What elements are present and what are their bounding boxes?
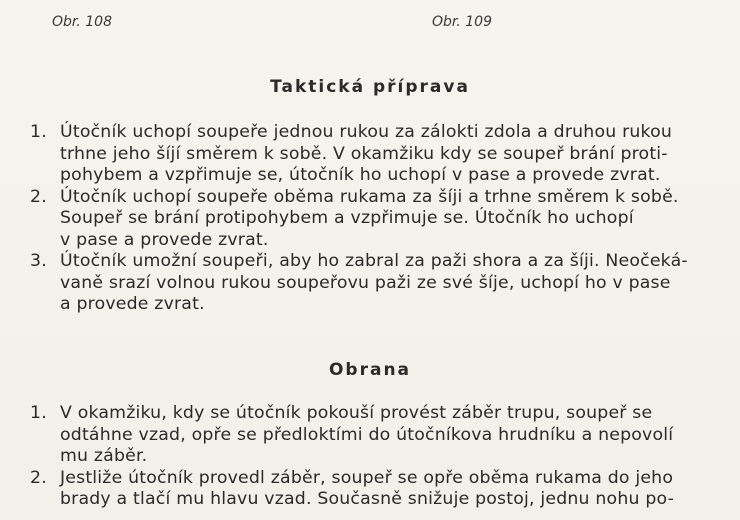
- text-line: Jestliže útočník provedl záběr, soupeř se opře oběma rukama do jeho: [60, 467, 674, 488]
- tactical-preparation-list: [30, 122, 730, 316]
- text-line: mu záběr.: [60, 446, 148, 466]
- section-heading-tactical-preparation: Taktická příprava: [270, 77, 470, 97]
- text-line: Soupeř se brání protipohybem a vzpřimuje se. Útočník ho uchopí: [60, 208, 634, 228]
- text-line: Útočník uchopí soupeře oběma rukama za šíji a trhne směrem k sobě.: [60, 186, 679, 207]
- text-line: trhne jeho šíjí směrem k sobě. V okamžiku kdy se soupeř brání proti-: [60, 143, 668, 164]
- text-line: pohybem a vzpřimuje se, útočník ho uchopí v pase a provede zvrat.: [60, 165, 661, 185]
- item-number: 2.: [30, 186, 47, 207]
- item-number: 3.: [30, 251, 47, 271]
- item-number: 1.: [30, 403, 47, 423]
- section-heading-defense: Obrana: [328, 360, 412, 380]
- text-line: a provede zvrat.: [60, 294, 205, 314]
- defense-list: [30, 403, 730, 511]
- text-line: Útočník uchopí soupeře jednou rukou za zálokti zdola a druhou rukou: [60, 122, 673, 142]
- list-item: [30, 122, 730, 187]
- list-item: [30, 468, 730, 511]
- list-item: [30, 251, 730, 316]
- figure-captions: [0, 14, 740, 34]
- item-number: 2.: [30, 467, 47, 488]
- text-line: V okamžiku, kdy se útočník pokouší provést záběr trupu, soupeř se: [60, 403, 653, 423]
- text-line: Útočník umožní soupeři, aby ho zabral za paži shora a za šíji. Neočeká-: [60, 251, 688, 271]
- figure-caption-109: Obr. 109: [432, 14, 492, 30]
- figure-caption-108: Obr. 108: [52, 14, 112, 30]
- list-item: [30, 403, 730, 468]
- text-line: vaně srazí volnou rukou soupeřovu paži ze své šíje, uchopí ho v pase: [60, 272, 671, 293]
- text-line: v pase a provede zvrat.: [60, 229, 269, 250]
- text-line: brady a tlačí mu hlavu vzad. Současně snižuje postoj, jednu nohu po-: [60, 489, 675, 509]
- list-item: [30, 187, 730, 252]
- text-line: odtáhne vzad, opře se předloktími do útočníkova hrudníku a nepovolí: [60, 424, 674, 445]
- item-number: 1.: [30, 122, 47, 142]
